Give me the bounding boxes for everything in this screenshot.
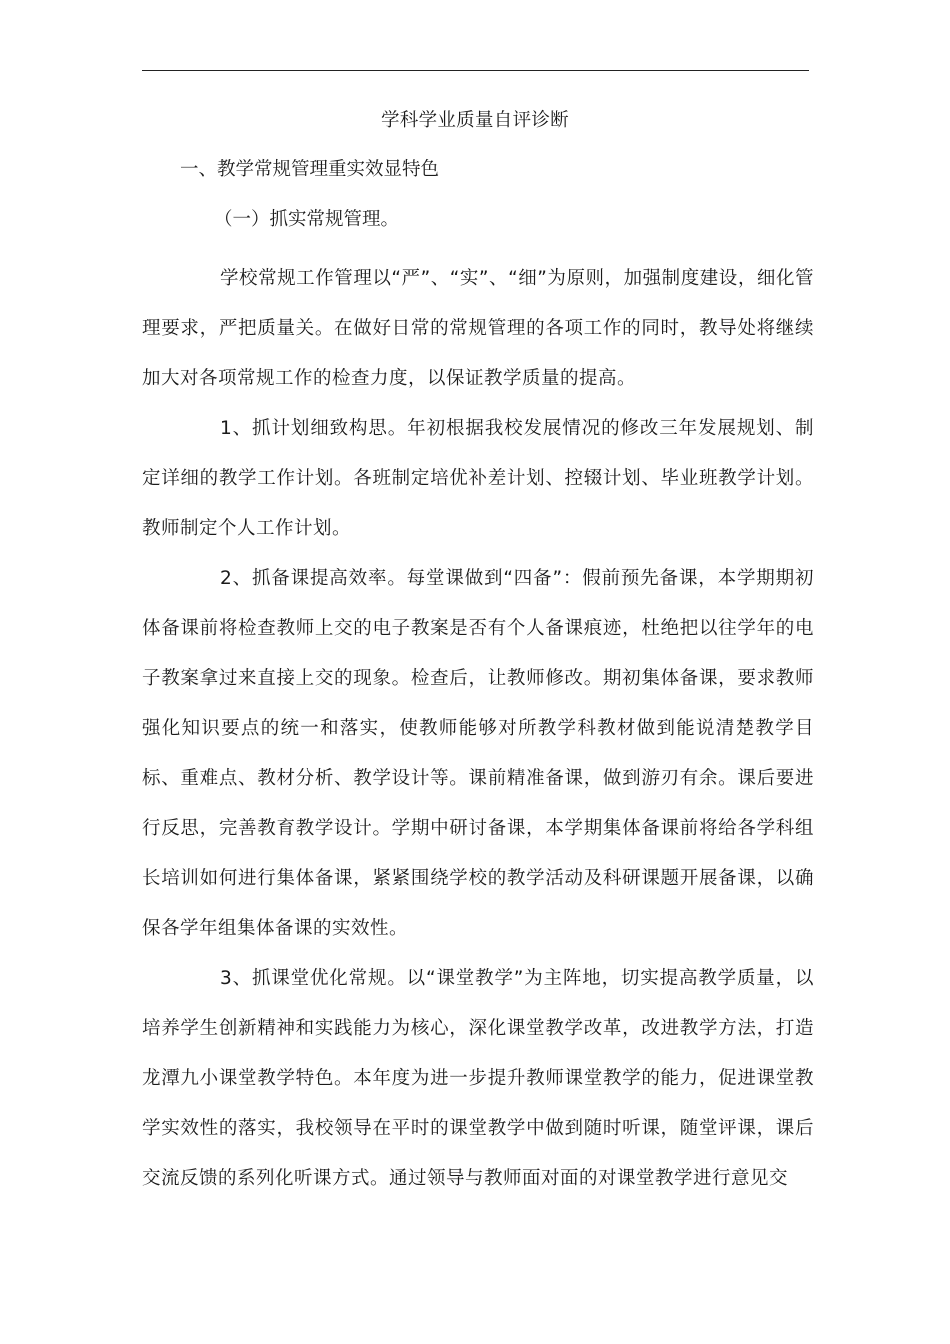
paragraph: 3、抓课堂优化常规。以“课堂教学”为主阵地，切实提高教学质量，以培养学生创新精神和实践能力为核心，深化课堂教学改革，改进教学方法，打造龙潭九小课堂教学特色。本年度为进一步提升教师课堂教学的能力，促进课堂教学实效性的落实，我校领导在平时的课堂教学中做到随时听课，随堂评课，课后交流反馈的系列化听课方式。通过领导与教师面对面的对课堂教学进行意见交 (142, 968, 814, 1189)
document-body (142, 254, 814, 1204)
document-title: 学科学业质量自评诊断 (380, 110, 569, 131)
paragraph: 学校常规工作管理以“严”、“实”、“细”为原则，加强制度建设，细化管理要求，严把质量关。在做好日常的常规管理的各项工作的同时，教导处将继续加大对各项常规工作的检查力度，以保证教学质量的提高。 (142, 268, 814, 389)
header-rule (142, 70, 809, 71)
section-heading: 一、教学常规管理重实效显特色 (180, 159, 440, 180)
paragraph: 1、抓计划细致构思。年初根据我校发展情况的修改三年发展规划、制定详细的教学工作计划。各班制定培优补差计划、控辍计划、毕业班教学计划。教师制定个人工作计划。 (142, 418, 814, 539)
paragraph: 2、抓备课提高效率。每堂课做到“四备”：假前预先备课，本学期期初体备课前将检查教师上交的电子教案是否有个人备课痕迹，杜绝把以往学年的电子教案拿过来直接上交的现象。检查后，让教师修改。期初集体备课，要求教师强化知识要点的统一和落实，使教师能够对所教学科教材做到能说清楚教学目标、重难点、教材分析、教学设计等。课前精准备课，做到游刃有余。课后要进行反思，完善教育教学设计。学期中研讨备课，本学期集体备课前将给各学科组长培训如何进行集体备课，紧紧围绕学校的教学活动及科研课题开展备课，以确保各学年组集体备课的实效性。 (142, 568, 814, 939)
subsection-heading: （一）抓实常规管理。 (214, 209, 400, 230)
